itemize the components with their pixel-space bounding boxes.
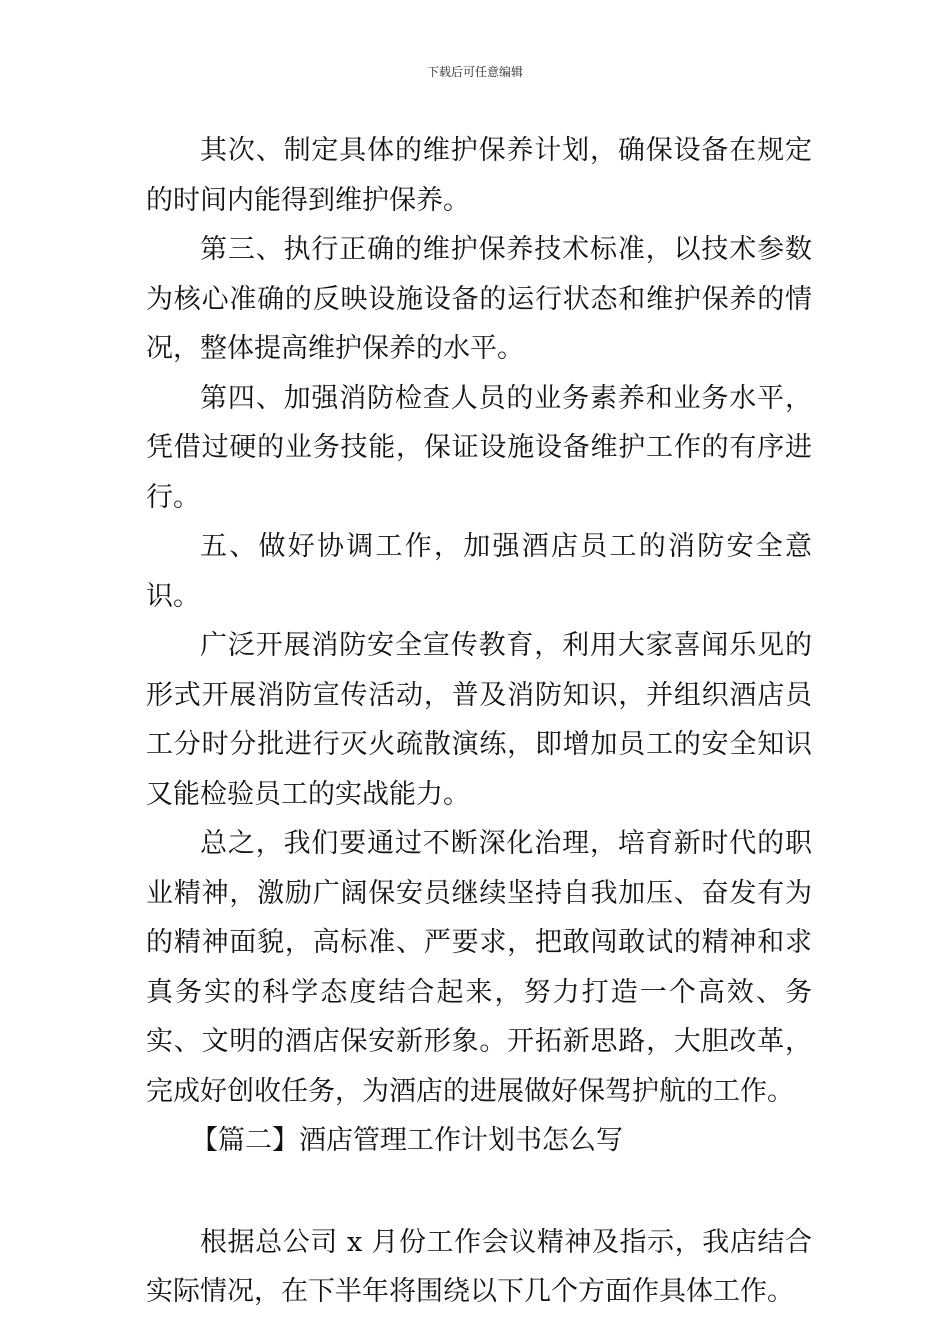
paragraph-technical-standards: 第三、执行正确的维护保养技术标准，以技术参数为核心准确的反映设施设备的运行状态和维护保养的情况，整体提高维护保养的水平。 [146,234,812,364]
page-header-note: 下载后可任意编辑 [426,65,523,79]
paragraph-coordination: 五、做好协调工作，加强酒店员工的消防安全意识。 [146,531,812,612]
document-body [146,126,812,1317]
paragraph-work-plan-intro: 根据总公司 x 月份工作会议精神及指示，我店结合实际情况，在下半年将围绕以下几个方面作具体工作。 [146,1226,812,1307]
section-heading: 【篇二】酒店管理工作计划书怎么写 [191,1125,623,1156]
section-spacer [146,1166,812,1218]
paragraph-fire-inspection-staff: 第四、加强消防检查人员的业务素养和业务水平，凭借过硬的业务技能，保证设施设备维护工作的有序进行。 [146,382,812,513]
paragraph-conclusion: 总之，我们要通过不断深化治理，培育新时代的职业精神，激励广阔保安员继续坚持自我加压、奋发有为的精神面貌，高标准、严要求，把敢闯敢试的精神和求真务实的科学态度结合起来，努力打造一个高效、务实、文明的酒店保安新形象。开拓新思路，大胆改革，完成好创收任务，为酒店的进展做好保驾护航的工作。 [146,828,812,1107]
paragraph-maintenance-plan: 其次、制定具体的维护保养计划，确保设备在规定的时间内能得到维护保养。 [146,135,812,216]
paragraph-fire-safety-education: 广泛开展消防安全宣传教育，利用大家喜闻乐见的形式开展消防宣传活动，普及消防知识，并组织酒店员工分时分批进行灭火疏散演练，即增加员工的安全知识又能检验员工的实战能力。 [146,630,812,810]
